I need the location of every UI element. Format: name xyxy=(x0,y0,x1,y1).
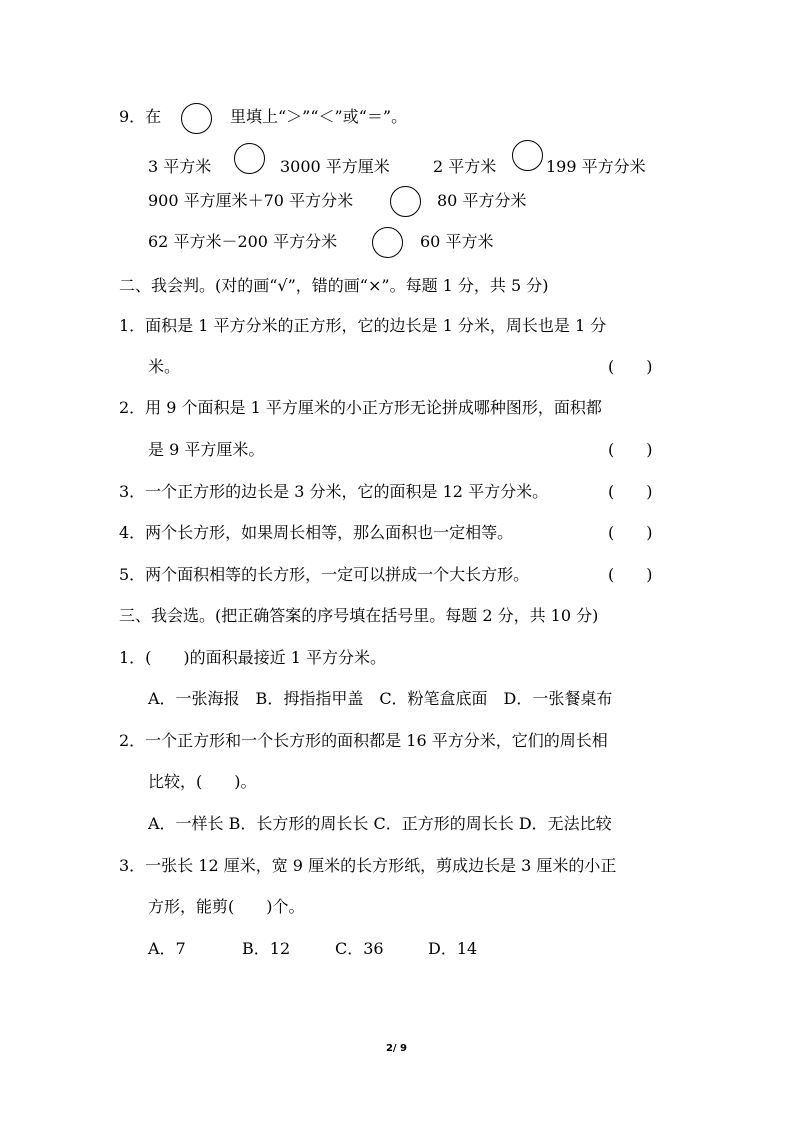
s2-item3-line1: 3．一个正方形的边长是 3 分米，它的面积是 12 平方分米。 xyxy=(119,482,549,501)
q9-row2-circle[interactable] xyxy=(390,186,421,217)
s2-item5-answer-paren[interactable]: ( ) xyxy=(608,565,653,584)
s3-q3-option-c: C．36 xyxy=(335,939,384,958)
s3-q3-stem-line1: 3．一张长 12 厘米，宽 9 厘米的长方形纸，剪成边长是 3 厘米的小正 xyxy=(119,856,617,875)
s3-q1-options: A．一张海报 B．拇指指甲盖 C．粉笔盒底面 D．一张餐桌布 xyxy=(148,689,613,708)
q9-instruction: 里填上“＞”“＜”或“＝”。 xyxy=(230,107,408,126)
s2-item5-line1: 5．两个面积相等的长方形，一定可以拼成一个大长方形。 xyxy=(119,565,530,584)
s3-q3-stem-line2: 方形，能剪( )个。 xyxy=(148,897,305,916)
q9-row1-b-circle[interactable] xyxy=(512,140,543,171)
q9-number: 9．在 xyxy=(119,107,162,126)
q9-row1-b-right: 199 平方分米 xyxy=(546,157,646,176)
q9-row3-left: 62 平方米－200 平方分米 xyxy=(148,232,338,251)
q9-row1-a-left: 3 平方米 xyxy=(148,157,212,176)
compare-circle-blank[interactable] xyxy=(181,103,212,134)
q9-row2-left: 900 平方厘米＋70 平方分米 xyxy=(148,191,354,210)
s2-item4-answer-paren[interactable]: ( ) xyxy=(608,523,653,542)
s2-item3-answer-paren[interactable]: ( ) xyxy=(608,482,653,501)
q9-row1-a-circle[interactable] xyxy=(234,143,265,174)
s3-q2-stem-line2: 比较，( )。 xyxy=(148,772,257,791)
s3-q3-option-b: B．12 xyxy=(242,939,291,958)
s3-q1-stem: 1．( )的面积最接近 1 平方分米。 xyxy=(119,648,387,667)
s2-item2-line1: 2．用 9 个面积是 1 平方厘米的小正方形无论拼成哪种图形，面积都 xyxy=(119,398,602,417)
section3-heading: 三、我会选。(把正确答案的序号填在括号里。每题 2 分，共 10 分) xyxy=(119,606,599,625)
q9-row3-circle[interactable] xyxy=(372,227,403,258)
page-number: 2/ 9 xyxy=(385,1043,408,1054)
s2-item1-line2: 米。 xyxy=(148,357,181,376)
s2-item1-line1: 1．面积是 1 平方分米的正方形，它的边长是 1 分米，周长也是 1 分 xyxy=(119,316,607,335)
q9-row1-b-left: 2 平方米 xyxy=(433,157,497,176)
s3-q2-options: A．一样长 B．长方形的周长长 C．正方形的周长长 D．无法比较 xyxy=(148,814,612,833)
s3-q2-stem-line1: 2．一个正方形和一个长方形的面积都是 16 平方分米，它们的周长相 xyxy=(119,731,608,750)
s2-item1-answer-paren[interactable]: ( ) xyxy=(608,357,653,376)
s3-q3-option-d: D．14 xyxy=(428,939,478,958)
s3-q3-option-a: A．7 xyxy=(148,939,186,958)
q9-row2-right: 80 平方分米 xyxy=(437,191,527,210)
q9-row3-right: 60 平方米 xyxy=(420,232,494,251)
s2-item4-line1: 4．两个长方形，如果周长相等，那么面积也一定相等。 xyxy=(119,523,514,542)
s2-item2-answer-paren[interactable]: ( ) xyxy=(608,440,653,459)
q9-row1-a-right: 3000 平方厘米 xyxy=(280,157,390,176)
section2-heading: 二、我会判。(对的画“√”，错的画“×”。每题 1 分，共 5 分) xyxy=(119,276,549,295)
s2-item2-line2: 是 9 平方厘米。 xyxy=(148,440,265,459)
